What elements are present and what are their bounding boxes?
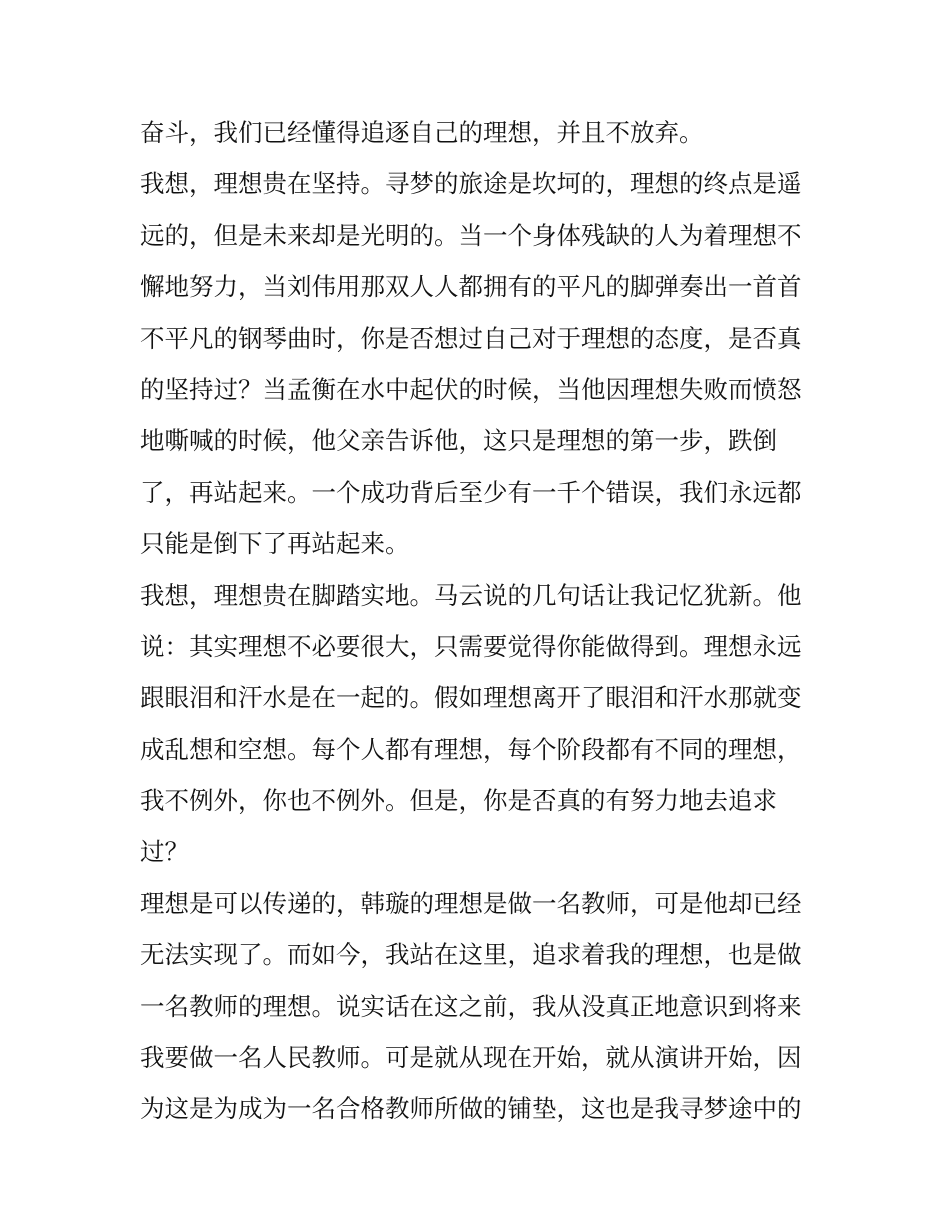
body-text xyxy=(140,107,820,1135)
text-line: 不平凡的钢琴曲时，你是否想过自己对于理想的态度，是否真 xyxy=(140,323,802,353)
text-line: 过？ xyxy=(140,837,189,867)
text-line: 说：其实理想不必要很大，只需要觉得你能做得到。理想永远 xyxy=(140,631,802,661)
text-line: 理想是可以传递的，韩璇的理想是做一名教师，可是他却已经 xyxy=(140,888,802,918)
text-line: 远的，但是未来却是光明的。当一个身体残缺的人为着理想不 xyxy=(140,220,802,250)
text-line: 为这是为成为一名合格教师所做的铺垫，这也是我寻梦途中的 xyxy=(140,1094,802,1124)
text-line: 我想，理想贵在坚持。寻梦的旅途是坎坷的，理想的终点是遥 xyxy=(140,169,802,199)
text-line: 我想，理想贵在脚踏实地。马云说的几句话让我记忆犹新。他 xyxy=(140,580,802,610)
text-line: 我要做一名人民教师。可是就从现在开始，就从演讲开始，因 xyxy=(140,1043,802,1073)
text-line: 了，再站起来。一个成功背后至少有一千个错误，我们永远都 xyxy=(140,477,802,507)
text-line: 成乱想和空想。每个人都有理想，每个阶段都有不同的理想， xyxy=(140,734,802,764)
text-line: 无法实现了。而如今，我站在这里，追求着我的理想，也是做 xyxy=(140,940,802,970)
text-line: 的坚持过？当孟衡在水中起伏的时候，当他因理想失败而愤怒 xyxy=(140,374,802,404)
text-line: 跟眼泪和汗水是在一起的。假如理想离开了眼泪和汗水那就变 xyxy=(140,683,802,713)
text-line: 只能是倒下了再站起来。 xyxy=(140,529,410,559)
text-line: 我不例外，你也不例外。但是，你是否真的有努力地去追求 xyxy=(140,786,777,816)
text-line: 懈地努力，当刘伟用那双人人都拥有的平凡的脚弹奏出一首首 xyxy=(140,272,802,302)
text-line: 地嘶喊的时候，他父亲告诉他，这只是理想的第一步，跌倒 xyxy=(140,426,777,456)
text-line: 一名教师的理想。说实话在这之前，我从没真正地意识到将来 xyxy=(140,991,802,1021)
text-line: 奋斗，我们已经懂得追逐自己的理想，并且不放弃。 xyxy=(140,118,704,147)
